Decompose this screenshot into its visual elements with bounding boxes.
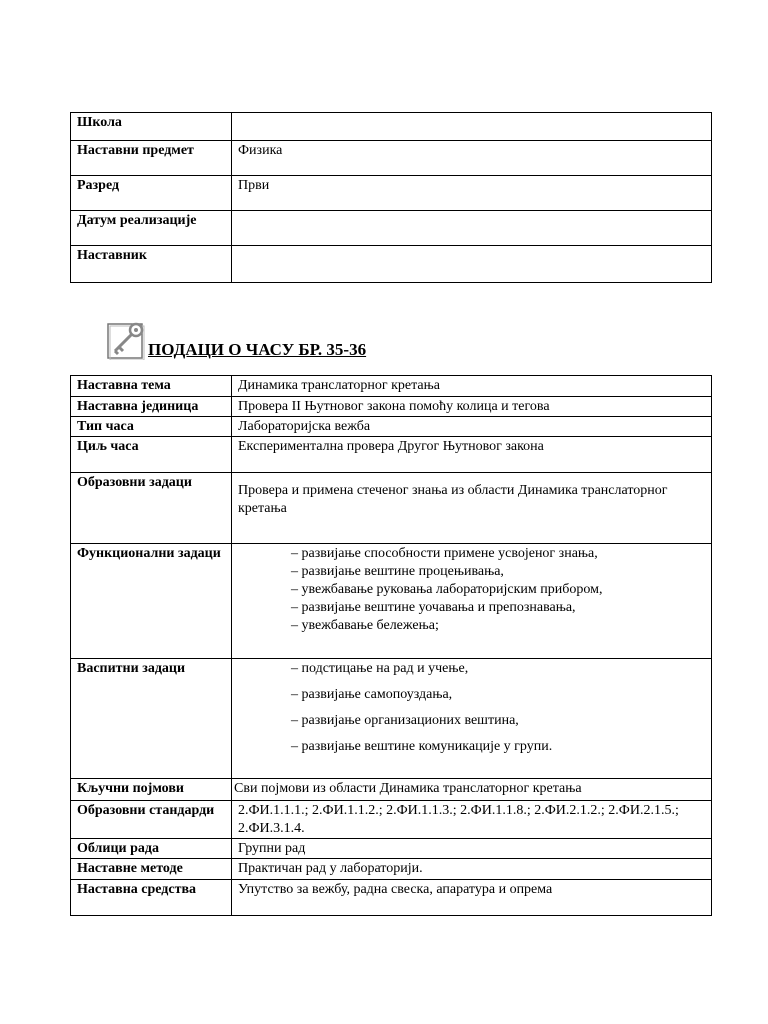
table-row <box>71 211 712 246</box>
row-label: Кључни појмови <box>71 779 232 801</box>
school-info-table <box>70 112 712 283</box>
row-value: Експериментална провера Другог Њутновог закона <box>232 437 712 473</box>
table-row <box>71 859 712 880</box>
table-row <box>71 176 712 211</box>
table-row <box>71 473 712 544</box>
list-item: – увежбавање руковања лабораторијским прибором, <box>291 582 603 597</box>
lesson-heading-text: ПОДАЦИ О ЧАСУ БР. 35-36 <box>148 340 367 359</box>
row-label: Разред <box>71 176 232 211</box>
row-value <box>232 113 712 141</box>
list-item: – развијање способности примене усвојеног знања, <box>291 546 598 561</box>
table-row <box>71 779 712 801</box>
list-item: – увежбавање бележења; <box>291 618 439 633</box>
table-row <box>71 437 712 473</box>
row-label: Наставник <box>71 246 232 283</box>
list-item: – развијање самопоуздања, <box>291 687 453 702</box>
lesson-heading <box>106 316 366 360</box>
row-value: Групни рад <box>232 839 712 859</box>
table-row <box>71 880 712 916</box>
row-label: Школа <box>71 113 232 141</box>
row-label: Наставне методе <box>71 859 232 880</box>
functional-tasks-list <box>232 544 712 659</box>
row-value: Физика <box>232 141 712 176</box>
row-label: Наставна средства <box>71 880 232 916</box>
row-value: Практичан рад у лабораторији. <box>232 859 712 880</box>
row-label: Образовни стандарди <box>71 801 232 839</box>
lesson-data-table <box>70 375 712 916</box>
row-label: Функционални задаци <box>71 544 232 659</box>
key-icon <box>106 320 146 360</box>
list-item: – развијање вештине процењивања, <box>291 564 504 579</box>
list-item: – развијање вештине уочавања и препознавања, <box>291 600 576 615</box>
table-row <box>71 376 712 397</box>
table-row <box>71 839 712 859</box>
table-row <box>71 659 712 779</box>
row-label: Циљ часа <box>71 437 232 473</box>
row-value-text: Провера и примена стеченог знања из области Динамика транслаторног кретања <box>238 483 668 516</box>
list-item: – подстицање на рад и учење, <box>291 661 469 676</box>
row-value: Динамика транслаторног кретања <box>232 376 712 397</box>
row-label: Наставни предмет <box>71 141 232 176</box>
row-value: 2.ФИ.1.1.1.; 2.ФИ.1.1.2.; 2.ФИ.1.1.3.; 2.ФИ.1.1.8.; 2.ФИ.2.1.2.; 2.ФИ.2.1.5.; 2.ФИ.3.1.4. <box>232 801 712 839</box>
row-label: Наставна тема <box>71 376 232 397</box>
row-value: Сви појмови из области Динамика транслаторног кретања <box>232 779 712 801</box>
table-row <box>71 246 712 283</box>
row-label: Наставна јединица <box>71 397 232 417</box>
row-value: Први <box>232 176 712 211</box>
row-value <box>232 246 712 283</box>
row-value: Провера II Њутновог закона помоћу колица и тегова <box>232 397 712 417</box>
table-row <box>71 113 712 141</box>
row-value: Лабораторијска вежба <box>232 417 712 437</box>
row-label: Образовни задаци <box>71 473 232 544</box>
educational-tasks-list <box>232 659 712 779</box>
table-row <box>71 141 712 176</box>
list-item: – развијање организационих вештина, <box>291 713 519 728</box>
table-row <box>71 801 712 839</box>
row-label: Васпитни задаци <box>71 659 232 779</box>
row-value <box>232 211 712 246</box>
row-value <box>232 473 712 544</box>
row-label: Облици рада <box>71 839 232 859</box>
list-item: – развијање вештине комуникације у групи. <box>291 739 553 754</box>
row-label: Тип часа <box>71 417 232 437</box>
table-row <box>71 544 712 659</box>
row-label: Датум реализације <box>71 211 232 246</box>
table-row <box>71 417 712 437</box>
row-value: Упутство за вежбу, радна свеска, апаратура и опрема <box>232 880 712 916</box>
table-row <box>71 397 712 417</box>
